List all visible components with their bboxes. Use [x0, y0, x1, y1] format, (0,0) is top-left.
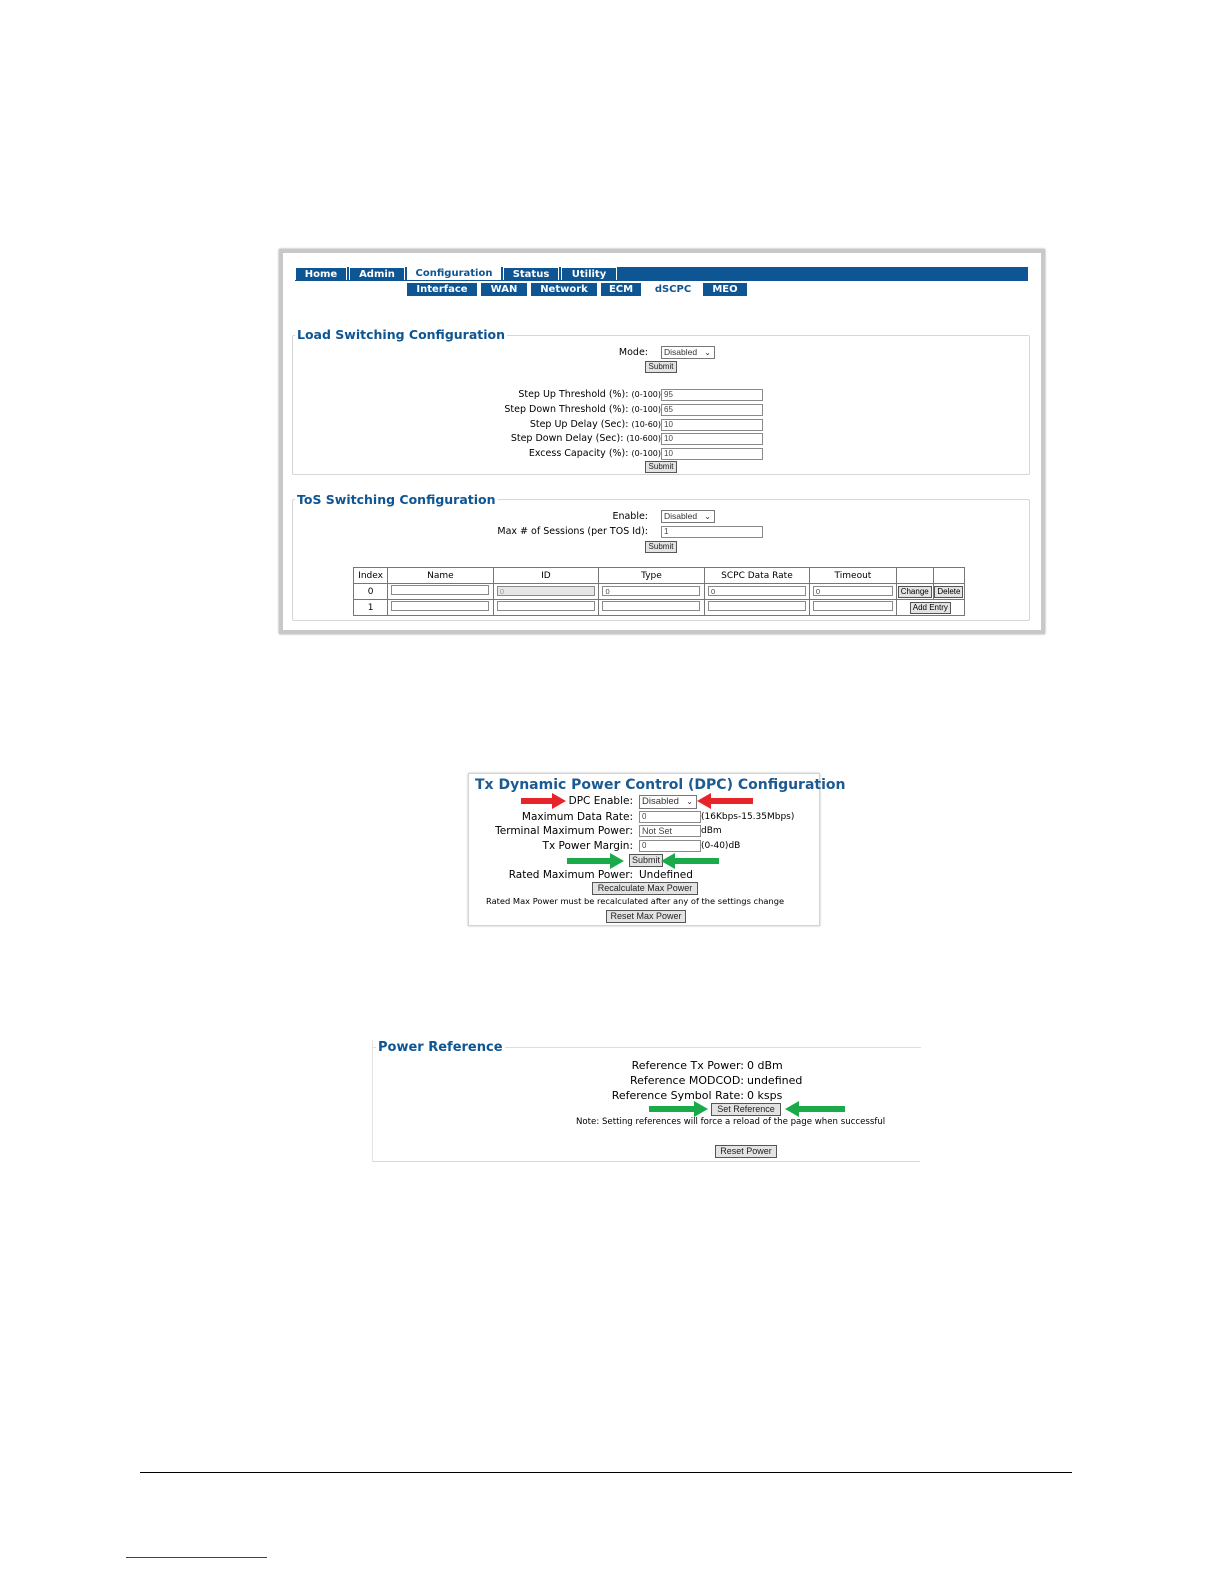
subtab-network[interactable]: Network — [531, 283, 597, 296]
col-id: ID — [493, 568, 599, 584]
subtab-interface[interactable]: Interface — [407, 283, 477, 296]
red-arrow-right-icon — [521, 798, 567, 804]
chevron-down-icon: ⌄ — [704, 512, 711, 521]
ref-modcod-value: undefined — [747, 1074, 803, 1087]
table-header-row — [354, 568, 965, 584]
dpc-submit-button[interactable]: Submit — [629, 854, 663, 867]
recalculate-max-power-button[interactable]: Recalculate Max Power — [592, 882, 698, 895]
tx-power-margin-input[interactable]: 0 — [639, 840, 701, 852]
excess-capacity-input[interactable]: 10 — [661, 448, 763, 460]
new-type-input[interactable] — [602, 601, 700, 611]
rated-max-power-value: Undefined — [639, 869, 693, 881]
green-arrow-right-icon — [649, 1106, 709, 1112]
tos-submit-button[interactable]: Submit — [645, 541, 677, 553]
thresholds-submit-button[interactable]: Submit — [645, 461, 677, 473]
chevron-down-icon: ⌄ — [704, 348, 711, 357]
rated-max-power-label: Rated Maximum Power: — [508, 869, 633, 881]
step-down-delay-input[interactable]: 10 — [661, 433, 763, 445]
terminal-max-power-input[interactable]: Not Set — [639, 825, 701, 837]
new-name-input[interactable] — [391, 601, 489, 611]
footer-rule — [140, 1472, 1072, 1473]
col-name: Name — [388, 568, 494, 584]
power-reference-screenshot — [372, 1040, 920, 1162]
add-entry-button[interactable]: Add Entry — [910, 602, 951, 614]
green-arrow-right-icon — [567, 858, 625, 864]
subtab-meo[interactable]: MEO — [703, 283, 747, 296]
dpc-config-screenshot — [468, 773, 846, 926]
max-data-rate-label: Maximum Data Rate: — [521, 811, 633, 823]
tab-admin[interactable]: Admin — [349, 267, 405, 280]
dpc-title: Tx Dynamic Power Control (DPC) Configuration — [475, 777, 846, 793]
set-reference-note: Note: Setting references will force a reload of the page when successful — [576, 1117, 886, 1127]
power-reference-title: Power Reference — [378, 1040, 503, 1055]
tab-status[interactable]: Status — [503, 267, 559, 280]
max-sessions-input[interactable]: 1 — [661, 526, 763, 538]
table-row — [354, 584, 965, 600]
step-down-delay-label: Step Down Delay (Sec): (10-600) — [510, 433, 661, 444]
step-up-threshold-label: Step Up Threshold (%): (0-100) — [518, 389, 661, 400]
mode-submit-button[interactable]: Submit — [645, 361, 677, 373]
chevron-down-icon: ⌄ — [686, 797, 693, 806]
reset-max-power-button[interactable]: Reset Max Power — [606, 910, 686, 923]
green-arrow-left-icon — [661, 858, 719, 864]
max-sessions-label: Max # of Sessions (per TOS Id): — [497, 526, 648, 537]
step-down-threshold-label: Step Down Threshold (%): (0-100) — [504, 404, 661, 415]
new-rate-input[interactable] — [708, 601, 806, 611]
row-rate-input[interactable]: 0 — [708, 586, 806, 596]
tab-utility[interactable]: Utility — [561, 267, 617, 280]
row-id-input: 0 — [497, 586, 595, 596]
max-data-rate-unit: (16Kbps-15.35Mbps) — [701, 812, 795, 822]
reset-power-button[interactable]: Reset Power — [715, 1145, 777, 1158]
subtab-wan[interactable]: WAN — [481, 283, 527, 296]
ref-modcod-label: Reference MODCOD: — [629, 1074, 744, 1087]
col-action-2 — [933, 568, 964, 584]
new-timeout-input[interactable] — [813, 601, 893, 611]
mode-select[interactable]: Disabled ⌄ — [661, 346, 715, 359]
change-button[interactable]: Change — [898, 586, 932, 598]
ref-symbol-rate-value: 0 ksps — [747, 1089, 783, 1102]
ref-symbol-rate-label: Reference Symbol Rate: — [611, 1089, 744, 1102]
col-scpc-data-rate: SCPC Data Rate — [704, 568, 810, 584]
delete-button[interactable]: Delete — [934, 586, 963, 598]
dpc-enable-label: DPC Enable: — [568, 795, 633, 807]
tos-table — [353, 567, 965, 616]
red-arrow-left-icon — [697, 798, 753, 804]
row-index: 1 — [354, 600, 388, 616]
step-up-delay-label: Step Up Delay (Sec): (10-60) — [529, 419, 661, 430]
load-switching-title: Load Switching Configuration — [297, 327, 506, 342]
row-type-input[interactable]: 0 — [602, 586, 700, 596]
step-down-threshold-input[interactable]: 65 — [661, 404, 763, 416]
green-arrow-left-icon — [785, 1106, 845, 1112]
new-id-input[interactable] — [497, 601, 595, 611]
load-switching-screenshot — [279, 249, 1045, 634]
ref-tx-power-value: 0 dBm — [747, 1059, 783, 1072]
terminal-max-power-label: Terminal Maximum Power: — [495, 825, 633, 837]
row-timeout-input[interactable]: 0 — [813, 586, 893, 596]
row-index: 0 — [354, 584, 388, 600]
recalc-note: Rated Max Power must be recalculated after any of the settings change — [486, 896, 785, 906]
tx-power-margin-unit: (0-40)dB — [701, 841, 741, 851]
tos-switching-title: ToS Switching Configuration — [297, 492, 496, 507]
step-up-threshold-input[interactable]: 95 — [661, 389, 763, 401]
set-reference-button[interactable]: Set Reference — [711, 1103, 781, 1116]
terminal-max-power-unit: dBm — [701, 826, 722, 836]
ref-tx-power-label: Reference Tx Power: — [631, 1059, 744, 1072]
tx-power-margin-label: Tx Power Margin: — [542, 840, 633, 852]
table-row — [354, 600, 965, 616]
max-data-rate-input[interactable]: 0 — [639, 811, 701, 823]
tab-configuration[interactable]: Configuration — [407, 267, 501, 280]
row-name-input[interactable] — [391, 585, 489, 595]
col-type: Type — [599, 568, 705, 584]
subtab-ecm[interactable]: ECM — [601, 283, 641, 296]
dpc-enable-select[interactable]: Disabled ⌄ — [639, 795, 697, 809]
col-action-1 — [896, 568, 933, 584]
excess-capacity-label: Excess Capacity (%): (0-100) — [528, 448, 661, 459]
tos-enable-select[interactable]: Disabled ⌄ — [661, 510, 715, 523]
col-timeout: Timeout — [810, 568, 896, 584]
enable-label: Enable: — [612, 511, 648, 522]
subtab-dscpc[interactable]: dSCPC — [645, 283, 701, 296]
mode-label: Mode: — [618, 347, 648, 358]
tab-home[interactable]: Home — [295, 267, 347, 280]
step-up-delay-input[interactable]: 10 — [661, 419, 763, 431]
footer-link-underline[interactable] — [126, 1557, 267, 1558]
col-index: Index — [354, 568, 388, 584]
